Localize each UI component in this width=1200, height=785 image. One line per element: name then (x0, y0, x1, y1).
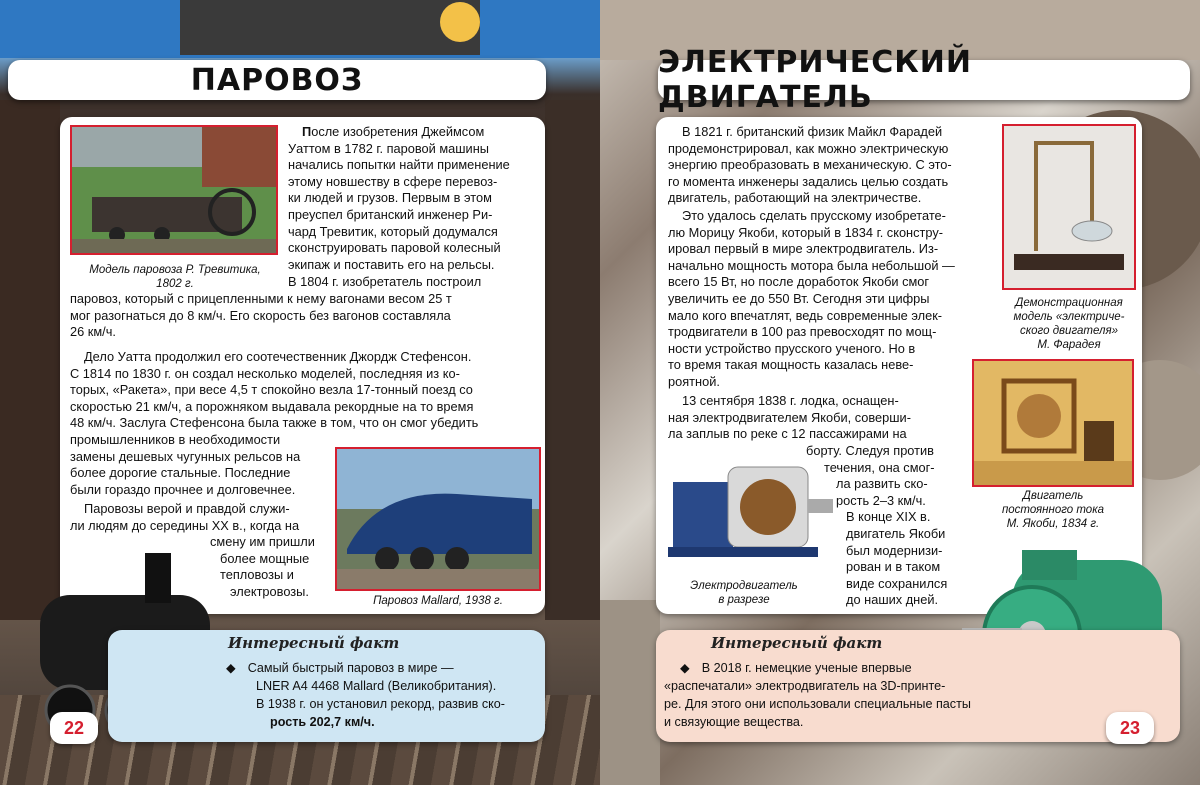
caption-line: М. Якоби, 1834 г. (1006, 518, 1100, 530)
page-title-bar (8, 60, 546, 100)
text-line: После изобретения Джеймсом (302, 124, 485, 139)
stephenson-paragraph-narrow (70, 432, 326, 498)
text-line: экипаж и поставить его на рельсы. (288, 256, 495, 272)
page-title-bar (658, 45, 1190, 115)
text-line: тепловозы и (220, 567, 294, 583)
text-line: до наших дней. (846, 592, 939, 608)
text-line: начально мощность мотора была небольшой — (668, 257, 955, 273)
text-line: двигатель, работающий на электричестве. (668, 190, 922, 206)
text-line: Уаттом в 1782 г. паровой машины (288, 140, 489, 156)
fact-line: В 1938 г. он установил рекорд, развив ско- (256, 697, 505, 711)
fact-line: и связующие вещества. (664, 715, 804, 729)
interesting-fact-box (108, 630, 545, 742)
mallard-photo-caption: Паровоз Mallard, 1938 г. (373, 595, 503, 607)
text-line: рость 2–3 км/ч. (836, 492, 926, 508)
text-line: рован и в таком (846, 559, 941, 575)
caption-line: 1802 г. (156, 278, 194, 290)
caption-line: М. Фарадея (1037, 339, 1101, 351)
text-line: тродвигатели в 100 раз превосходят по мощ- (668, 324, 937, 340)
text-line: ки людей и грузов. Первым в этом (288, 190, 492, 206)
text-line: борту. Следуя против (806, 443, 934, 458)
text-line: Дело Уатта продолжил его соотечественник Джордж Стефенсон. (84, 349, 472, 364)
text-line: смену им пришли (210, 534, 315, 550)
faraday-paragraph (668, 124, 993, 207)
fact-line: LNER A4 4468 Mallard (Великобритания). (256, 679, 497, 693)
page-title: ЭЛЕКТРИЧЕСКИЙ ДВИГАТЕЛЬ (658, 45, 972, 115)
text-line: скоростью 21 км/ч, а порожняком выдавала рекордные на то время (70, 398, 474, 414)
caption-line: Демонстрационная (1015, 297, 1123, 309)
caption-line: в разрезе (718, 594, 770, 606)
text-line: Паровозы верой и правдой служи- (84, 501, 290, 516)
text-line: чард Тревитик, который додумался (288, 223, 498, 239)
text-line: роятной. (668, 373, 720, 389)
text-line: более мощные (220, 550, 310, 566)
fact-text (226, 659, 541, 731)
main-text-panel (60, 117, 545, 614)
stephenson-paragraph (70, 349, 537, 432)
text-span: осле изобретения Джеймсом (311, 124, 485, 139)
interesting-fact-box (656, 630, 1180, 742)
caption-line: Двигатель (1022, 490, 1084, 502)
text-span: В 2018 г. немецкие ученые впервые (701, 661, 912, 675)
text-line: В 1821 г. британский физик Майкл Фарадей (682, 124, 943, 139)
fact-line (664, 659, 994, 677)
text-line: то время такая мощность казалась неве- (668, 357, 914, 373)
text-line: ли людям до середины XX в., когда на (70, 517, 300, 533)
text-line: двигатель Якоби (846, 525, 946, 541)
jacobi-photo-caption (974, 489, 1132, 531)
fact-line: ре. Для этого они использовали специальные пасты (664, 697, 971, 711)
motor-cutaway-caption (674, 579, 814, 607)
jacobi-motor-photo (972, 359, 1134, 487)
page-title: ПАРОВОЗ (190, 62, 364, 98)
mallard-photo (335, 447, 541, 591)
motor-cutaway-image (668, 447, 838, 572)
page-number: 22 (50, 712, 98, 744)
text-line: мало кого впечатлят, ведь современные элек- (668, 307, 943, 323)
caption-line: ского двигателя» (1019, 325, 1119, 337)
fact-title: Интересный факт (228, 634, 400, 652)
text-line: виде сохранился (846, 575, 948, 591)
text-line: электровозы. (230, 583, 309, 599)
page-number: 23 (1106, 712, 1154, 744)
text-line: были гораздо прочнее и долговечнее. (70, 481, 296, 497)
text-line: ировал первый в мире электродвигатель. Из- (668, 241, 939, 257)
fact-line (226, 659, 541, 677)
diamond-icon: ◆ (680, 661, 690, 675)
text-line: течения, она смог- (824, 459, 935, 475)
trevithick-model-photo (70, 125, 278, 255)
text-line: всего 15 Вт, но после доработок Якоби смог (668, 274, 930, 290)
text-line: ности устройство прусского ученого. Но в (668, 340, 916, 356)
text-line: ная электродвигателем Якоби, соверши- (668, 409, 911, 425)
text-line: ла развить ско- (836, 476, 928, 492)
text-line: преуспел британский инженер Ри- (288, 206, 493, 222)
fact-line: «распечатали» электродвигатель на 3D-принте- (664, 679, 946, 693)
boat-paragraph (668, 393, 964, 443)
text-line: С 1814 по 1830 г. он создал несколько моделей, последняя из ко- (70, 365, 460, 381)
text-line: увеличить ее до 550 Вт. Сегодня эти цифры (668, 290, 930, 306)
text-line: В 1804 г. изобретатель построил (288, 274, 482, 289)
fact-title: Интересный факт (711, 634, 883, 652)
text-line: промышленников в необходимости (70, 432, 281, 447)
text-span: Самый быстрый паровоз в мире — (247, 661, 454, 675)
jacobi-paragraph (668, 208, 964, 391)
intro-paragraph-narrow (288, 124, 537, 273)
intro-paragraph-wide (288, 274, 537, 291)
text-line: этому новшеству в сфере перевоз- (288, 173, 498, 189)
faraday-model-photo (1002, 124, 1136, 290)
text-line: продемонстрировал, как можно электрическую (668, 140, 949, 156)
diamond-icon: ◆ (226, 661, 236, 675)
faraday-photo-caption (996, 296, 1142, 352)
trevithick-photo-caption (70, 263, 280, 291)
text-line: В конце XIX в. (846, 509, 931, 525)
caption-line: постоянного тока (1001, 504, 1105, 516)
text-line: Это удалось сделать прусскому изобретате- (682, 208, 946, 223)
text-line: торых, «Ракета», при весе 4,5 т спокойно везла 17-тонный поезд со (70, 382, 473, 398)
text-line: ла заплыв по реке с 12 пассажирами на (668, 426, 907, 442)
text-line: сконструировать паровой колесный (288, 240, 501, 256)
intro-paragraph-full (70, 291, 537, 341)
text-line: лю Морицу Якоби, который в 1834 г. сконстру- (668, 224, 944, 240)
text-line: 48 км/ч. Заслуга Стефенсона была также в том, что он смог убедить (70, 415, 479, 431)
caption-line: модель «электриче- (1013, 311, 1125, 323)
caption-line: Модель паровоза Р. Тревитика, (89, 264, 261, 276)
text-line: го момента инженеры задались целью создать (668, 173, 949, 189)
text-line: энергию преобразовать в механическую. С это- (668, 157, 952, 173)
right-page (600, 0, 1200, 785)
text-line: паровоз, который с прицепленными к нему вагонами весом 25 т (70, 291, 452, 306)
fact-text (664, 659, 994, 731)
text-line: мог разогнаться до 8 км/ч. Его скорость без вагонов составляла (70, 307, 451, 323)
text-line: был модернизи- (846, 542, 943, 558)
caption-line: Электродвигатель (690, 580, 798, 592)
text-line: замены дешевых чугунных рельсов на (70, 448, 301, 464)
text-line: начались попытки найти применение (288, 157, 510, 173)
fact-line: рость 202,7 км/ч. (270, 715, 375, 729)
text-line: 26 км/ч. (70, 324, 116, 340)
text-line: более дорогие стальные. Последние (70, 465, 291, 481)
text-line: 13 сентября 1838 г. лодка, оснащен- (682, 393, 899, 408)
